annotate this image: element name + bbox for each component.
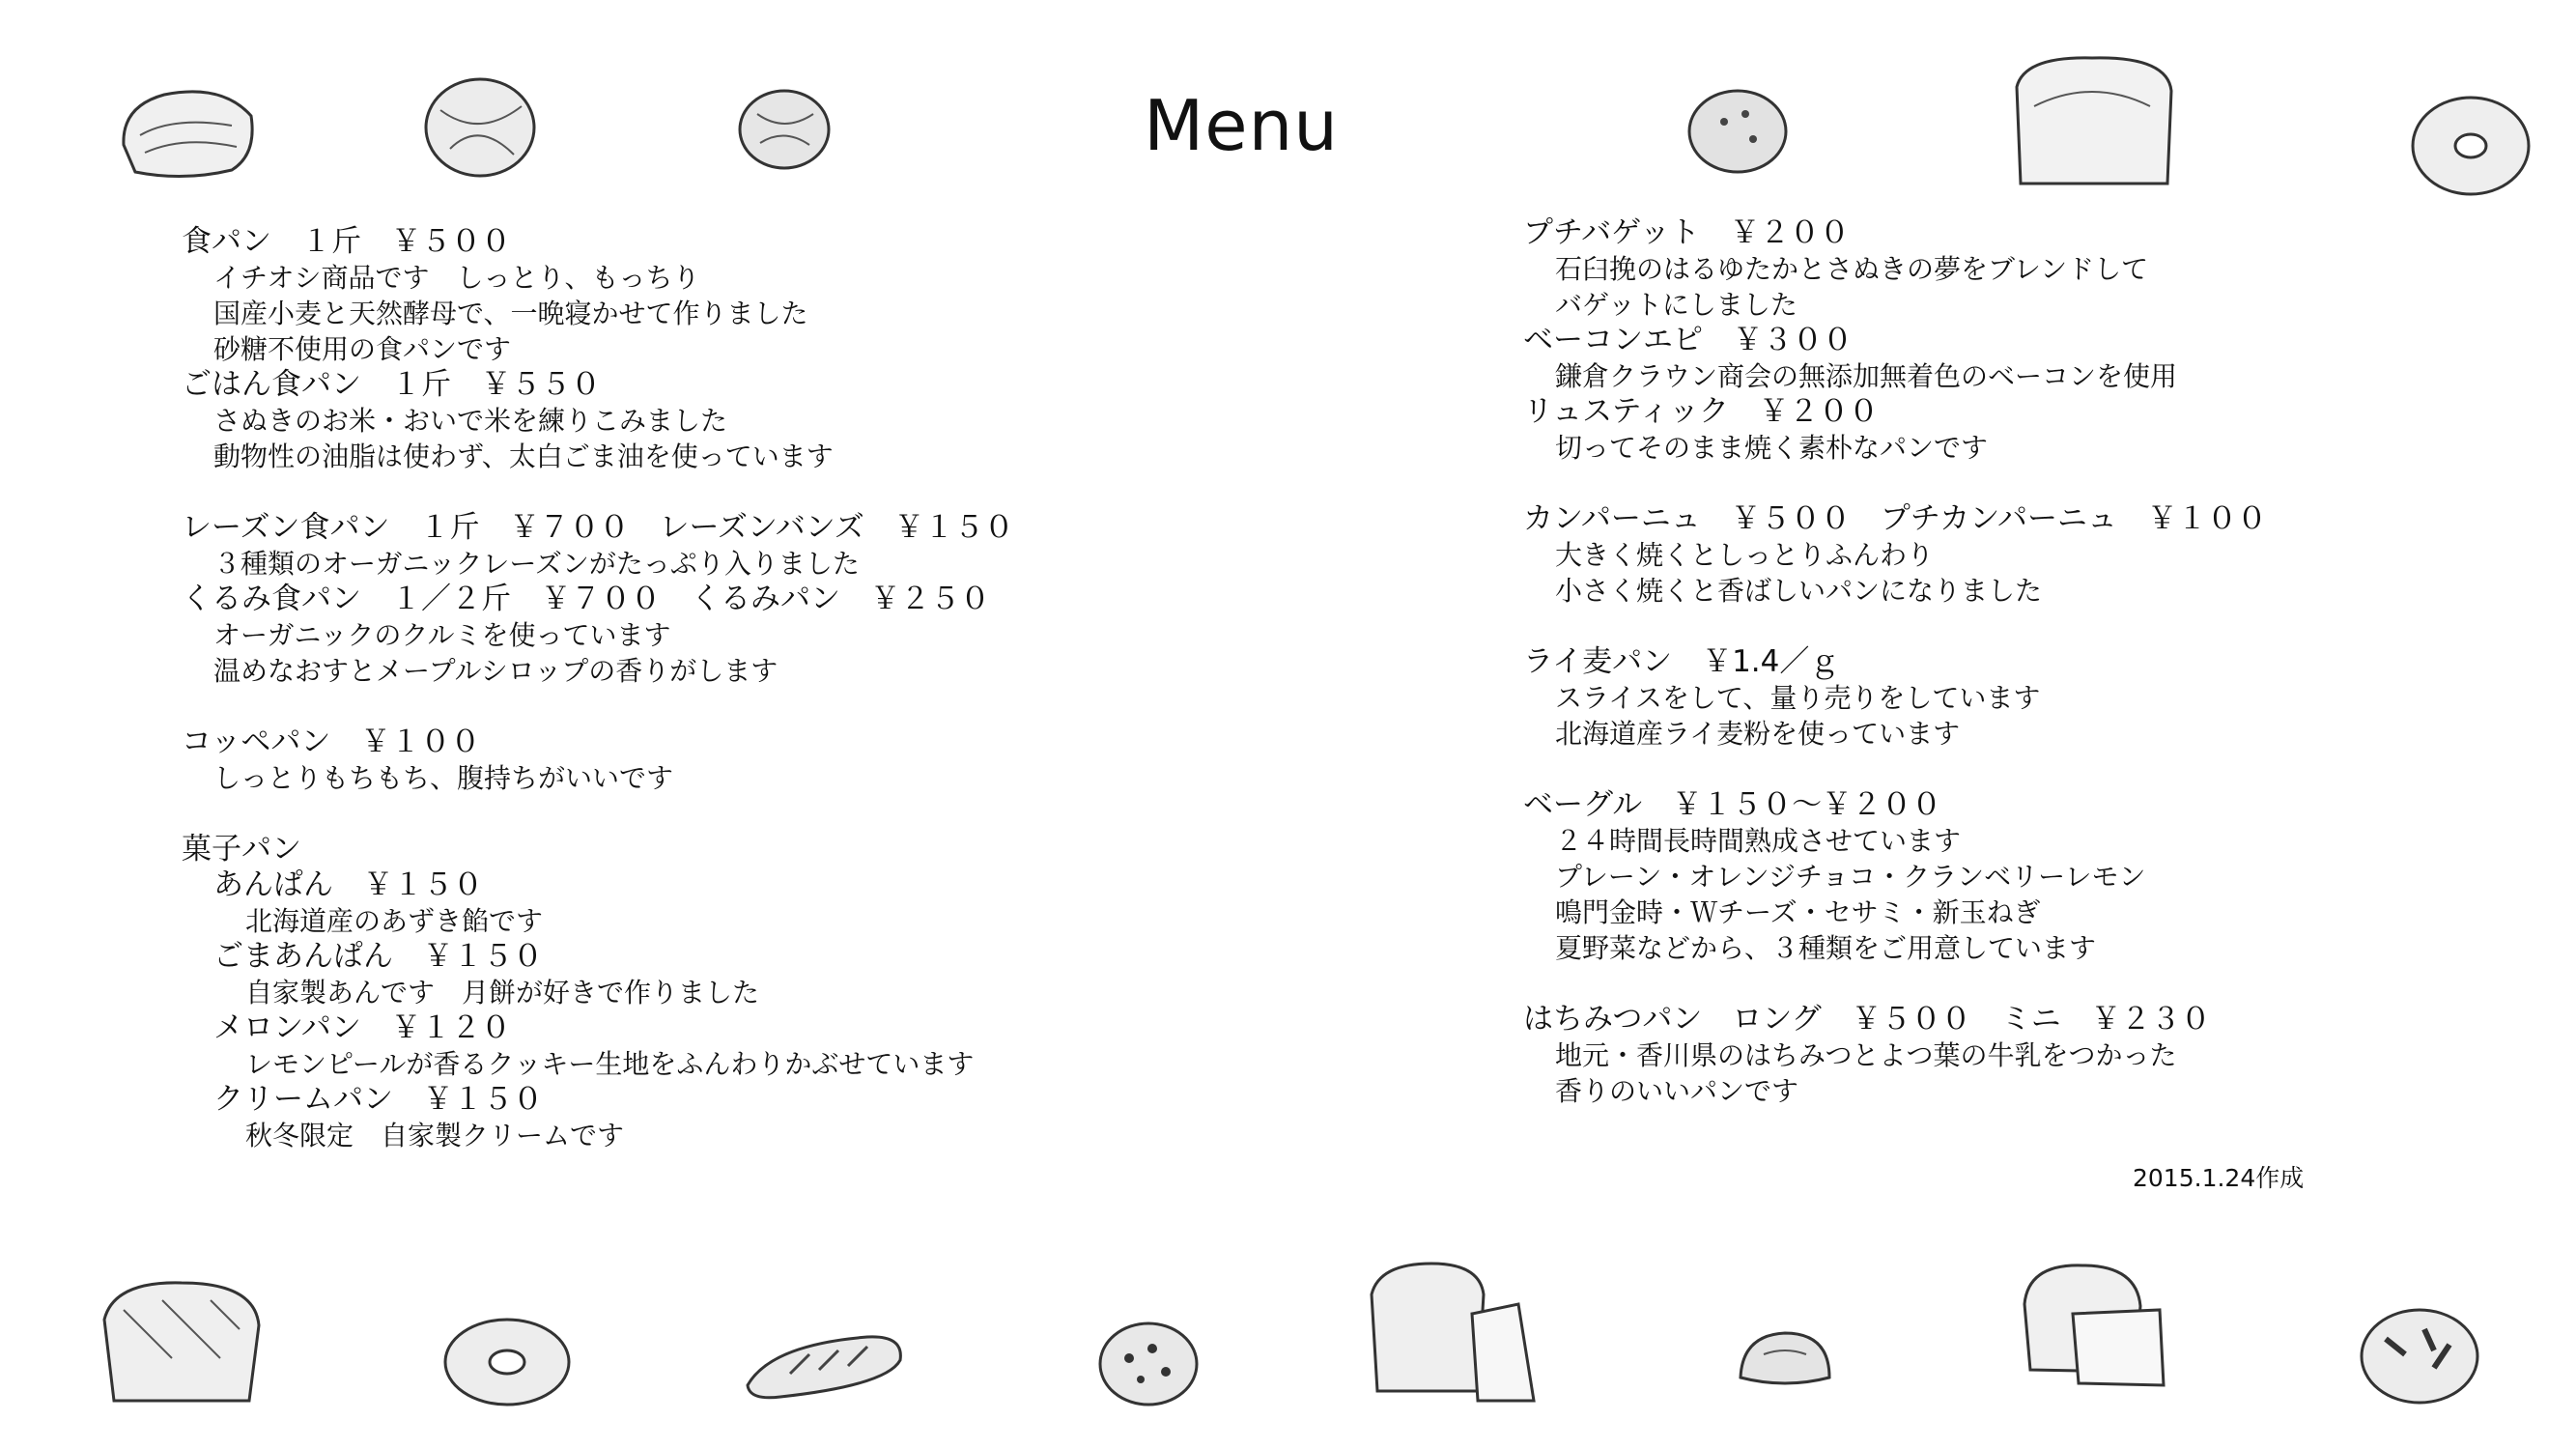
menu-item-name: ごはん食パン １斤 ￥５５０ — [182, 367, 601, 402]
menu-item-description: 動物性の油脂は使わず、太白ごま油を使っています — [213, 440, 834, 472]
bread-illustration-round-seeded — [1685, 85, 1790, 176]
menu-item-description: 北海道産のあずき餡です — [245, 905, 544, 937]
menu-item-description: バゲットにしました — [1555, 289, 1798, 321]
spacer — [182, 689, 1389, 724]
menu-item-description: ２４時間長時間熟成させています — [1555, 825, 1962, 857]
menu-item-anpan — [213, 867, 1389, 939]
menu-item-name: ベーコンエピ ￥３００ — [1523, 323, 1853, 357]
creation-date: 2015.1.24作成 — [2133, 1164, 2305, 1192]
menu-item-description: 北海道産ライ麦粉を使っています — [1555, 718, 1961, 750]
menu-item-name: レーズン食パン １斤 ￥７００ レーズンバンズ ￥１５０ — [182, 510, 1014, 545]
menu-item-name: コッペパン ￥１００ — [182, 724, 481, 759]
menu-column-left — [182, 224, 1389, 1153]
menu-section-title: 菓子パン — [182, 832, 301, 867]
bread-illustration-boule — [421, 71, 539, 180]
menu-item-name: メロンパン ￥１２０ — [213, 1010, 511, 1045]
menu-item-description: 国産小麦と天然酵母で、一晩寝かせて作りました — [213, 298, 808, 329]
menu-item-description: 小さく焼くと香ばしいパンになりました — [1555, 575, 2043, 607]
menu-item-creampan — [213, 1082, 1389, 1153]
menu-item-description: 砂糖不使用の食パンです — [213, 333, 512, 365]
spacer — [182, 796, 1389, 832]
spacer — [1523, 609, 2537, 644]
spacer — [1523, 752, 2537, 787]
bread-illustration-loaf-round — [116, 77, 259, 182]
menu-item-description: ３種類のオーガニックレーズンがたっぷり入りました — [213, 548, 860, 580]
menu-item-description: 温めなおすとメープルシロップの香りがします — [213, 655, 778, 687]
bread-illustration-baguette — [742, 1325, 906, 1403]
bread-illustration-raisin-bun — [1096, 1316, 1201, 1408]
menu-item-name: はちみつパン ロング ￥５００ ミニ ￥２３０ — [1523, 1002, 2211, 1037]
menu-item-description: 石臼挽のはるゆたかとさぬきの夢をブレンドして — [1555, 253, 2149, 285]
menu-item-name: プチバゲット ￥２００ — [1523, 215, 1850, 250]
menu-item-name: あんぱん ￥１５０ — [213, 867, 483, 902]
menu-item-petit-baguette — [1523, 215, 2537, 323]
menu-item-bagel — [1523, 787, 2537, 966]
spacer — [1523, 966, 2537, 1002]
bread-illustration-square-loaf — [2005, 48, 2181, 193]
menu-item-name: ライ麦パン ￥1.4／ｇ — [1523, 644, 1840, 679]
menu-item-honey-bread — [1523, 1002, 2537, 1109]
bread-illustration-bread-loaf — [95, 1271, 265, 1410]
spacer — [182, 474, 1389, 510]
menu-item-name: クリームパン ￥１５０ — [213, 1082, 543, 1117]
menu-item-description: 地元・香川県のはちみつとよつ葉の牛乳をつかった — [1555, 1039, 2177, 1071]
menu-item-name: 食パン １斤 ￥５００ — [182, 224, 511, 259]
menu-item-rustique — [1523, 394, 2537, 466]
menu-item-name: くるみ食パン １／２斤 ￥７００ くるみパン ￥２５０ — [182, 582, 990, 616]
bread-illustration-small-round — [736, 85, 833, 172]
menu-item-description: 切ってそのまま焼く素朴なパンです — [1555, 432, 1989, 464]
menu-item-rye-bread — [1523, 644, 2537, 752]
menu-item-shokupan — [182, 224, 1389, 367]
menu-subsection-kashipan — [182, 867, 1389, 1153]
menu-item-description: さぬきのお米・おいで米を練りこみました — [213, 405, 728, 437]
menu-item-description: スライスをして、量り売りをしています — [1555, 682, 2041, 714]
menu-column-right — [1523, 215, 2537, 1109]
menu-item-description: 夏野菜などから、３種類をご用意しています — [1555, 932, 2097, 964]
menu-item-description: オーガニックのクルミを使っています — [213, 619, 671, 651]
spacer — [1523, 466, 2537, 501]
menu-item-name: リュスティック ￥２００ — [1523, 394, 1879, 429]
menu-item-campagne — [1523, 501, 2537, 609]
menu-item-goma-anpan — [213, 939, 1389, 1010]
menu-item-description: 自家製あんです 月餅が好きで作りました — [245, 977, 760, 1009]
menu-item-description: イチオシ商品です しっとり、もっちり — [213, 262, 700, 294]
menu-item-name: カンパーニュ ￥５００ プチカンパーニュ ￥１００ — [1523, 501, 2268, 536]
menu-item-name: ベーグル ￥１５０～￥２００ — [1523, 787, 1942, 822]
menu-item-kurumi — [182, 582, 1389, 689]
menu-item-raisin — [182, 510, 1389, 582]
menu-item-description: 鳴門金時・Ｗチーズ・セサミ・新玉ねぎ — [1555, 896, 2041, 928]
bread-illustration-bagel — [2408, 93, 2534, 199]
bread-illustration-sandwich — [2015, 1256, 2169, 1391]
bread-illustration-sliced-loaf — [1364, 1256, 1545, 1408]
menu-item-gohan-shokupan — [182, 367, 1389, 474]
bread-illustration-roll — [1735, 1325, 1835, 1393]
menu-item-description: 秋冬限定 自家製クリームです — [245, 1120, 625, 1151]
menu-item-melonpan — [213, 1010, 1389, 1082]
menu-item-koppe — [182, 724, 1389, 796]
bread-illustration-fruit-pastry — [2357, 1300, 2482, 1406]
menu-item-description: 鎌倉クラウン商会の無添加無着色のベーコンを使用 — [1555, 360, 2178, 392]
menu-item-name: ごまあんぱん ￥１５０ — [213, 939, 543, 974]
menu-section-kashipan — [182, 832, 1389, 867]
menu-item-description: レモンピールが香るクッキー生地をふんわりかぶせています — [245, 1048, 975, 1080]
menu-item-description: 大きく焼くとしっとりふんわり — [1555, 539, 1935, 571]
menu-item-bacon-epi — [1523, 323, 2537, 394]
bread-illustration-ring — [439, 1314, 575, 1410]
page-title: Menu — [1144, 85, 1339, 166]
menu-item-description: プレーン・オレンジチョコ・クランベリーレモン — [1555, 861, 2146, 893]
menu-item-description: しっとりもちもち、腹持ちがいいです — [213, 762, 674, 794]
menu-item-description: 香りのいいパンです — [1555, 1075, 1799, 1107]
